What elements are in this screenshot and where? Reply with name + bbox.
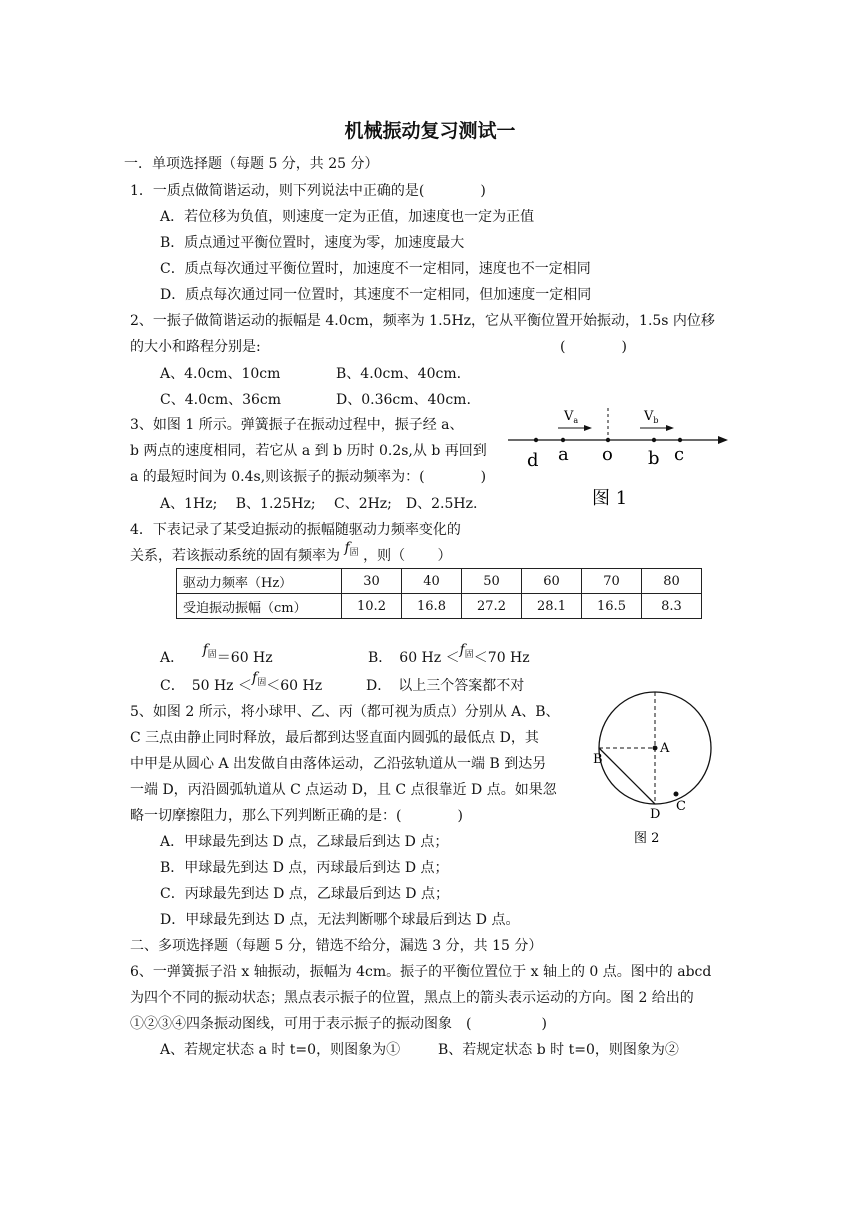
table-row	[177, 594, 702, 619]
q4-option-c: C． 50 $Hz <f_固<60$ Hz	[160, 670, 323, 694]
table-cell: 50	[462, 569, 522, 594]
table-row-header: 驱动力频率（Hz）	[177, 569, 342, 594]
section-1-heading: 一．单项选择题（每题 5 分，共 25 分）	[124, 156, 379, 172]
q1-option-a: A．若位移为负值，则速度一定为正值，加速度也一定为正值	[160, 209, 535, 225]
point-a-dot	[561, 438, 565, 442]
point-c-dot	[674, 792, 679, 797]
q3-stem-line3: a 的最短时间为 0.4s,则该振子的振动频率为：( )	[130, 469, 487, 485]
q6-stem-line3: ①②③④四条振动图线，可用于表示振子的振动图象 ( )	[130, 1016, 547, 1032]
q5-option-d: D．甲球最先到达 D 点，无法判断哪个球最后到达 D 点。	[160, 912, 520, 928]
figure-2-caption: 图 2	[634, 831, 660, 846]
figure-1-caption: 图 1	[592, 488, 628, 509]
point-d-dot	[534, 438, 538, 442]
label-b: b	[648, 448, 660, 469]
q5-stem-line1: 5、如图 2 所示，将小球甲、乙、丙（都可视为质点）分别从 A、B、	[130, 704, 560, 720]
table-cell: 16.8	[402, 594, 462, 619]
q5-option-a: A．甲球最先到达 D 点，乙球最后到达 D 点；	[160, 834, 449, 850]
q5-stem-line4: 一端 D，丙沿圆弧轨道从 C 点运动 D，且 C 点很靠近 D 点。如果忽	[130, 782, 557, 798]
table-cell: 10.2	[342, 594, 402, 619]
q3-stem-line1: 3、如图 1 所示。弹簧振子在振动过程中，振子经 a、	[130, 417, 464, 433]
q5-option-c: C．丙球最先到达 D 点，乙球最后到达 D 点；	[160, 886, 449, 902]
label-B: B	[593, 752, 603, 767]
velocity-a-label: $V_a$	[564, 409, 579, 425]
q5-option-b: B．甲球最先到达 D 点，丙球最后到达 D 点；	[160, 860, 449, 876]
q4-option-b: B． 60 $Hz <f_固<70$ Hz	[368, 642, 530, 666]
point-o-dot	[606, 438, 610, 442]
q1-option-c: C．质点每次通过平衡位置时，加速度不一定相同，速度也不一定相同	[160, 261, 591, 277]
q1-stem: 1．一质点做简谐运动，则下列说法中正确的是( )	[130, 183, 486, 199]
q3-options: A、1Hz; B、1.25Hz; C、2Hz; D、2.5Hz.	[160, 496, 478, 512]
label-a: a	[558, 444, 569, 465]
section-2-heading: 二、多项选择题（每题 5 分，错选不给分，漏选 3 分，共 15 分）	[130, 938, 543, 954]
q6-option-b: B、若规定状态 b 时 t=0，则图象为②	[438, 1042, 679, 1058]
x-axis-arrowhead	[718, 436, 728, 444]
table-row-header: 受迫振动振幅（cm）	[177, 594, 342, 619]
q4-option-d: D． 以上三个答案都不对	[366, 678, 525, 694]
label-o: o	[602, 444, 613, 465]
q5-stem-line5: 略一切摩擦阻力，那么下列判断正确的是：( )	[130, 808, 463, 824]
table-cell: 80	[642, 569, 702, 594]
table-cell: 8.3	[642, 594, 702, 619]
f-natural-symbol: $f_固$	[344, 540, 359, 558]
q6-stem-line1: 6、一弹簧振子沿 x 轴振动，振幅为 4cm。振子的平衡位置位于 x 轴上的 0 点。图中的 abcd	[130, 964, 712, 980]
q1-option-d: D．质点每次通过同一位置时，其速度不一定相同，但加速度一定相同	[160, 287, 592, 303]
q2-stem-line1: 2、一振子做简谐运动的振幅是 4.0cm，频率为 1.5Hz，它从平衡位置开始振动，1.5s 内位移	[130, 313, 715, 329]
figure-1	[500, 400, 740, 512]
q6-option-a: A、若规定状态 a 时 t=0，则图象为①	[160, 1042, 401, 1058]
table-cell: 70	[582, 569, 642, 594]
frequency-amplitude-table	[176, 568, 702, 619]
table-cell: 16.5	[582, 594, 642, 619]
point-b-dot	[652, 438, 656, 442]
q1-option-b: B．质点通过平衡位置时，速度为零，加速度最大	[160, 235, 465, 251]
q2-option-a: A、4.0cm、10cm	[160, 366, 281, 382]
q6-stem-line2: 为四个不同的振动状态；黑点表示振子的位置，黑点上的箭头表示运动的方向。图 2 给出的	[130, 990, 694, 1006]
chord-bd	[599, 748, 655, 804]
point-c-dot	[678, 438, 682, 442]
q2-option-b: B、4.0cm、40cm.	[336, 366, 462, 382]
q2-option-c: C、4.0cm、36cm	[160, 392, 282, 408]
q2-answer-paren: ( )	[560, 339, 627, 355]
q4-stem-line1: 4．下表记录了某受迫振动的振幅随驱动力频率变化的	[130, 522, 461, 538]
q5-stem-line2: C 三点由静止同时释放，最后都到达竖直面内圆弧的最低点 D，其	[130, 730, 539, 746]
table-cell: 30	[342, 569, 402, 594]
q5-stem-line3: 中甲是从圆心 A 出发做自由落体运动，乙沿弦轨道从一端 B 到达另	[130, 756, 547, 772]
label-C: C	[676, 799, 686, 814]
table-row	[177, 569, 702, 594]
point-a-dot	[653, 746, 658, 751]
label-D: D	[650, 807, 661, 822]
q4-stem-line2: 关系，若该振动系统的固有频率为 $f_固$ ，则（ ）	[130, 540, 452, 564]
label-c: c	[674, 444, 685, 465]
table-cell: 60	[522, 569, 582, 594]
table-cell: 27.2	[462, 594, 522, 619]
label-A: A	[660, 741, 670, 756]
q4-option-a: A． $f_固=60$ Hz	[160, 642, 273, 666]
velocity-b-label: $V_b$	[644, 409, 659, 425]
figure-2	[590, 690, 720, 850]
page-title: 机械振动复习测试一	[344, 120, 516, 142]
table-cell: 28.1	[522, 594, 582, 619]
q2-option-d: D、0.36cm、40cm.	[336, 392, 471, 408]
table-cell: 40	[402, 569, 462, 594]
label-d: d	[527, 450, 539, 471]
q2-stem-line2: 的大小和路程分别是:	[130, 339, 261, 355]
q3-stem-line2: b 两点的速度相同，若它从 a 到 b 历时 0.2s,从 b 再回到	[130, 443, 487, 459]
